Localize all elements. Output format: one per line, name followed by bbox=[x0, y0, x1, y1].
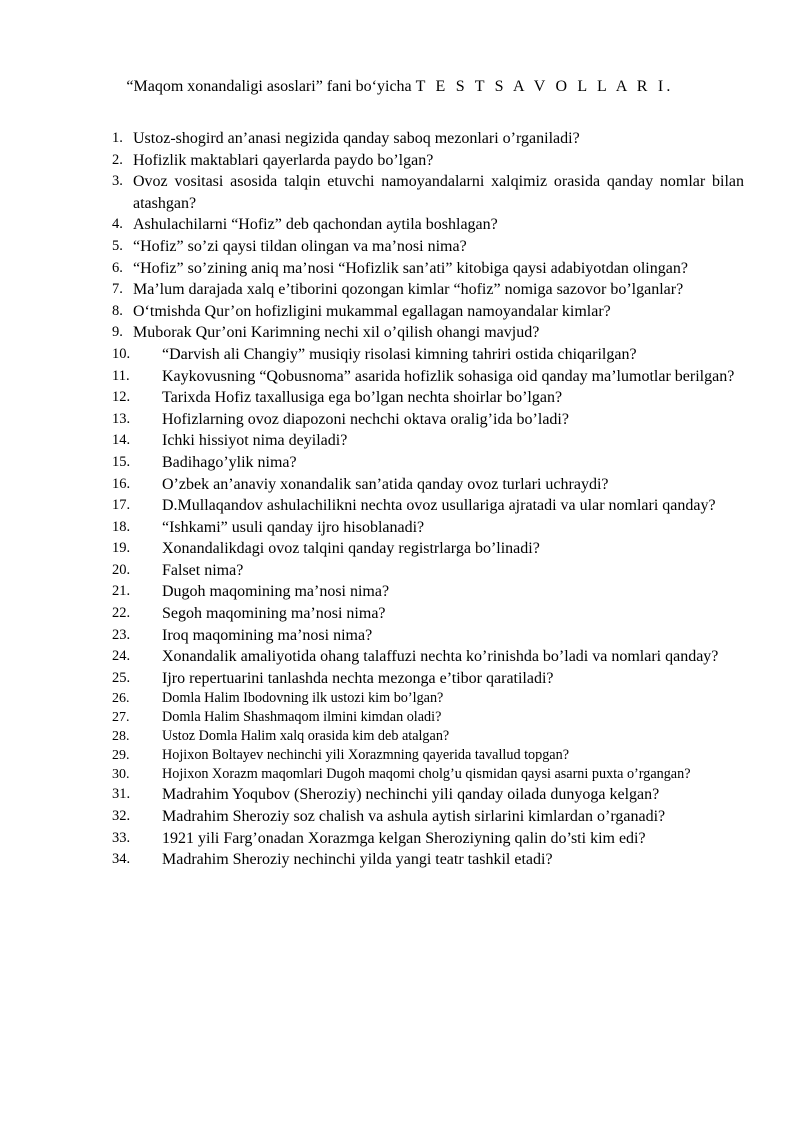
list-item bbox=[112, 727, 744, 746]
question-text: O‘tmishda Qur’on hofizligini mukammal egallagan namoyandalar kimlar? bbox=[133, 302, 611, 320]
question-number: 5. bbox=[112, 237, 123, 254]
list-item bbox=[112, 322, 744, 344]
question-number: 13. bbox=[112, 410, 131, 427]
question-text: Madrahim Yoqubov (Sheroziy) nechinchi yili qanday oilada dunyoga kelgan? bbox=[162, 786, 660, 804]
question-text: Domla Halim Ibodovning ilk ustozi kim bo’lgan? bbox=[162, 690, 444, 707]
question-number: 22. bbox=[112, 605, 131, 622]
question-number: 33. bbox=[112, 829, 131, 846]
question-text: Xonandalik amaliyotida ohang talaffuzi nechta ko’rinishda bo’ladi va nomlari qanday? bbox=[162, 648, 719, 666]
list-item bbox=[112, 387, 744, 409]
question-number: 16. bbox=[112, 475, 131, 492]
list-item bbox=[112, 409, 744, 431]
question-number: 29. bbox=[112, 748, 130, 764]
question-text: Ovoz vositasi asosida talqin etuvchi namoyandalarni xalqimiz orasida qanday nomlar bilan atashgan? bbox=[133, 173, 744, 212]
list-item bbox=[112, 668, 744, 690]
question-number: 1. bbox=[112, 130, 123, 146]
question-text: Xonandalikdagi ovoz talqini qanday registrlarga bo’linadi? bbox=[162, 540, 540, 558]
list-item bbox=[112, 171, 744, 214]
document-title bbox=[0, 76, 800, 98]
question-text: Muborak Qur’oni Karimning nechi xil o’qilish ohangi mavjud? bbox=[133, 324, 540, 342]
list-item bbox=[112, 581, 744, 603]
list-item bbox=[112, 560, 744, 582]
question-number: 34. bbox=[112, 851, 131, 868]
question-text: O’zbek an’anaviy xonandalik san’atida qanday ovoz turlari uchraydi? bbox=[162, 475, 609, 493]
question-number: 8. bbox=[112, 302, 123, 319]
list-item bbox=[112, 603, 744, 625]
list-item bbox=[112, 538, 744, 560]
question-text: Ma’lum darajada xalq e’tiborini qozongan kimlar “hofiz” nomiga sazovor bo’lganlar? bbox=[133, 281, 684, 299]
list-item bbox=[112, 258, 744, 280]
question-number: 30. bbox=[112, 767, 130, 783]
question-text: Madrahim Sheroziy nechinchi yilda yangi teatr tashkil etadi? bbox=[162, 851, 553, 869]
list-item bbox=[112, 236, 744, 258]
list-item bbox=[112, 765, 744, 784]
question-text: Segoh maqomining ma’nosi nima? bbox=[162, 605, 386, 623]
question-number: 15. bbox=[112, 453, 131, 470]
question-text: Ustoz-shogird an’anasi negizida qanday saboq mezonlari o’rganiladi? bbox=[133, 130, 580, 147]
question-text: Ichki hissiyot nima deyiladi? bbox=[162, 432, 348, 450]
list-item bbox=[112, 214, 744, 236]
question-number: 28. bbox=[112, 729, 130, 745]
title-spaced: T E S T S A V O L L A R I. bbox=[415, 78, 674, 95]
question-number: 32. bbox=[112, 808, 131, 825]
question-number: 26. bbox=[112, 691, 130, 707]
question-text: Hofizlik maktablari qayerlarda paydo bo’lgan? bbox=[133, 151, 434, 169]
question-text: Falset nima? bbox=[162, 561, 244, 579]
list-item bbox=[112, 646, 744, 668]
question-text: Madrahim Sheroziy soz chalish va ashula aytish sirlarini kimlardan o’rganadi? bbox=[162, 808, 666, 826]
question-text: Hojixon Boltayev nechinchi yili Xorazmning qayerida tavallud topgan? bbox=[162, 747, 569, 764]
question-text: Kaykovusning “Qobusnoma” asarida hofizlik sohasiga oid qanday ma’lumotlar berilgan? bbox=[162, 367, 735, 385]
list-item bbox=[112, 495, 744, 517]
question-text: “Hofiz” so’zining aniq ma’nosi “Hofizlik san’ati” kitobiga qaysi adabiyotdan olingan? bbox=[133, 259, 688, 277]
question-text: Hojixon Xorazm maqomlari Dugoh maqomi cholg’u qismidan qaysi asarni puxta o’rgangan? bbox=[162, 766, 691, 783]
question-text: “Hofiz” so’zi qaysi tildan olingan va ma’nosi nima? bbox=[133, 237, 467, 255]
list-item bbox=[112, 828, 744, 850]
question-text: 1921 yili Farg’onadan Xorazmga kelgan Sheroziyning qalin do’sti kim edi? bbox=[162, 829, 646, 847]
list-item bbox=[112, 452, 744, 474]
question-number: 7. bbox=[112, 281, 123, 298]
list-item bbox=[112, 806, 744, 828]
question-text: Tarixda Hofiz taxallusiga ega bo’lgan nechta shoirlar bo’lgan? bbox=[162, 389, 563, 407]
question-number: 23. bbox=[112, 626, 131, 643]
title-main: “Maqom xonandaligi asoslari” fani bo‘yicha bbox=[126, 78, 412, 95]
question-text: Ashulachilarni “Hofiz” deb qachondan aytila boshlagan? bbox=[133, 216, 498, 234]
question-text: “Ishkami” usuli qanday ijro hisoblanadi? bbox=[162, 518, 425, 536]
list-item bbox=[112, 344, 744, 366]
list-item bbox=[112, 430, 744, 452]
list-item bbox=[112, 279, 744, 301]
question-number: 21. bbox=[112, 583, 131, 600]
question-text: “Darvish ali Changiy” musiqiy risolasi kimning tahriri ostida chiqarilgan? bbox=[162, 345, 637, 363]
question-text: Hofizlarning ovoz diapozoni nechchi oktava oralig’ida bo’ladi? bbox=[162, 410, 569, 428]
question-number: 12. bbox=[112, 389, 131, 406]
question-number: 3. bbox=[112, 173, 123, 190]
list-item bbox=[112, 689, 744, 708]
question-number: 27. bbox=[112, 710, 130, 726]
question-text: Badihago’ylik nima? bbox=[162, 453, 297, 471]
list-item bbox=[112, 708, 744, 727]
question-number: 9. bbox=[112, 324, 123, 341]
question-text: D.Mullaqandov ashulachilikni nechta ovoz usullariga ajratadi va ular nomlari qanday? bbox=[162, 497, 716, 515]
list-item bbox=[112, 128, 744, 150]
question-number: 11. bbox=[112, 367, 130, 384]
list-item bbox=[112, 301, 744, 323]
question-number: 18. bbox=[112, 518, 131, 535]
question-number: 24. bbox=[112, 648, 131, 665]
question-text: Domla Halim Shashmaqom ilmini kimdan oladi? bbox=[162, 709, 442, 726]
question-number: 2. bbox=[112, 151, 123, 168]
list-item bbox=[112, 784, 744, 806]
list-item bbox=[112, 625, 744, 647]
question-number: 6. bbox=[112, 259, 123, 276]
question-text: Dugoh maqomining ma’nosi nima? bbox=[162, 583, 390, 601]
question-text: Ijro repertuarini tanlashda nechta mezonga e’tibor qaratiladi? bbox=[162, 669, 554, 687]
question-number: 14. bbox=[112, 432, 131, 449]
question-list bbox=[112, 128, 744, 871]
question-number: 31. bbox=[112, 786, 131, 803]
question-number: 4. bbox=[112, 216, 123, 233]
list-item bbox=[112, 366, 744, 388]
list-item bbox=[112, 849, 744, 871]
question-number: 17. bbox=[112, 497, 131, 514]
list-item bbox=[112, 474, 744, 496]
question-number: 19. bbox=[112, 540, 131, 557]
question-text: Iroq maqomining ma’nosi nima? bbox=[162, 626, 373, 644]
question-number: 10. bbox=[112, 345, 131, 362]
question-number: 20. bbox=[112, 561, 131, 578]
list-item bbox=[112, 517, 744, 539]
list-item bbox=[112, 746, 744, 765]
question-number: 25. bbox=[112, 669, 131, 686]
list-item bbox=[112, 150, 744, 172]
question-text: Ustoz Domla Halim xalq orasida kim deb atalgan? bbox=[162, 728, 450, 745]
